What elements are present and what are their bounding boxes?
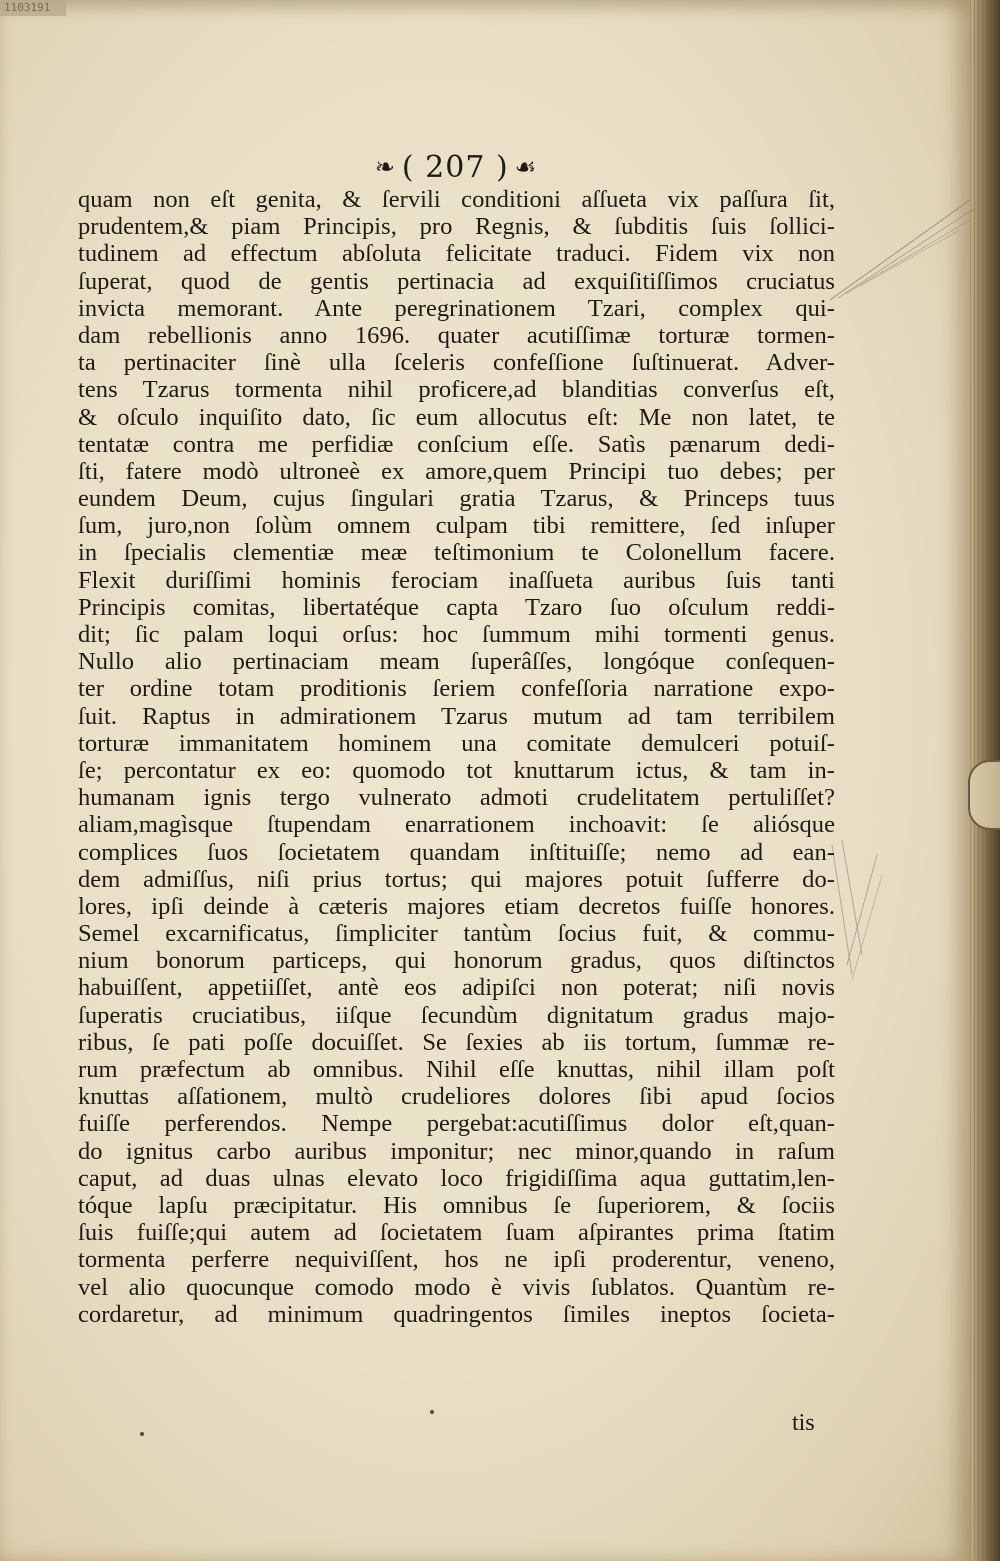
text-line: ſuis fuiſſe;qui autem ad ſocietatem ſuam aſpirantes prima ſtatim: [78, 1219, 835, 1247]
text-line: nium bonorum particeps, qui honorum gradus, quos diſtinctos: [78, 947, 835, 975]
pencil-marks-top: [820, 190, 980, 310]
shelfmark-stamp: 1103191: [0, 0, 66, 16]
text-line: ta pertinaciter ſinè ulla ſceleris confeſſione ſuſtinuerat. Adver-: [78, 349, 835, 377]
text-line: ſuperat, quod de gentis pertinacia ad exquiſitiſſimos cruciatus: [78, 267, 835, 295]
text-line: dem admiſſus, niſi prius tortus; qui majores potuit ſufferre do-: [78, 865, 835, 893]
text-line: ribus, ſe pati poſſe docuiſſet. Se ſexies ab iis tortum, ſummæ re-: [78, 1028, 835, 1056]
text-line: Principis comitas, libertatéque capta Tzaro ſuo oſculum reddi-: [78, 593, 835, 621]
catchword: tis: [792, 1410, 815, 1436]
text-line: humanam ignis tergo vulnerato admoti crudelitatem pertuliſſet?: [78, 784, 835, 812]
text-line: ſuit. Raptus in admirationem Tzarus mutum ad tam terribilem: [78, 702, 835, 730]
text-line: dam rebellionis anno 1696. quater acutiſſimæ torturæ tormen-: [78, 321, 835, 349]
text-line: torturæ immanitatem hominem una comitate demulceri potuiſ-: [78, 729, 835, 757]
text-line: cordaretur, ad minimum quadringentos ſimiles ineptos ſocieta-: [78, 1300, 835, 1328]
ink-speck: [430, 1410, 434, 1414]
text-line: ſuperatis cruciatibus, iiſque ſecundùm dignitatum gradus majo-: [78, 1001, 835, 1029]
text-line: tudinem ad effectum abſoluta felicitate traduci. Fidem vix non: [78, 240, 835, 268]
text-line: knuttas aſſationem, multò crudeliores dolores ſibi apud ſocios: [78, 1083, 835, 1111]
ink-speck: [140, 1432, 144, 1436]
text-line: eundem Deum, cujus ſingulari gratia Tzarus, & Princeps tuus: [78, 485, 835, 513]
text-line: Semel excarnificatus, ſimpliciter tantùm ſocius fuit, & commu-: [78, 920, 835, 948]
text-line: complices ſuos ſocietatem quandam inſtituiſſe; nemo ad ean-: [78, 838, 835, 866]
text-line: tormenta perferre nequiviſſent, hos ne ipſi proderentur, veneno,: [78, 1246, 835, 1274]
text-line: in ſpecialis clementiæ meæ teſtimonium te Colonellum facere.: [78, 539, 835, 567]
text-line: rum præfectum ab omnibus. Nihil eſſe knuttas, nihil illam poſt: [78, 1056, 835, 1083]
page-number: ( 207 ): [401, 150, 509, 185]
right-ornament-icon: ☙: [514, 153, 538, 181]
text-line: ſum, juro,non ſolùm omnem culpam tibi remittere, ſed inſuper: [78, 512, 835, 540]
text-line: vel alio quocunque comodo modo è vivis ſublatos. Quantùm re-: [78, 1273, 835, 1301]
text-line: Flexit duriſſimi hominis ferociam inaſſueta auribus ſuis tanti: [78, 566, 835, 594]
body-text: [78, 186, 835, 1328]
text-line: do ignitus carbo auribus imponitur; nec minor,quando in raſum: [78, 1137, 835, 1165]
text-line: aliam,magìsque ſtupendam enarrationem inchoavit: ſe aliósque: [78, 811, 835, 839]
page-number-header: [0, 150, 912, 185]
text-line: ſti, fatere modò ultroneè ex amore,quem Principi tuo debes; per: [78, 457, 835, 485]
text-line: quam non eſt genita, & ſervili conditioni aſſueta vix paſſura ſit,: [78, 186, 835, 213]
text-line: tentatæ contra me perfidiæ conſcium eſſe. Satìs pænarum dedi-: [78, 430, 835, 458]
text-line: ter ordine totam proditionis ſeriem confeſſoria narratione expo-: [78, 675, 835, 703]
text-line: lores, ipſi deinde à cæteris majores etiam decretos fuiſſe honores.: [78, 892, 835, 920]
text-line: caput, ad duas ulnas elevato loco frigidiſſima aqua guttatim,len-: [78, 1164, 835, 1192]
text-line: & oſculo inquiſito dato, ſic eum allocutus eſt: Me non latet, te: [78, 403, 835, 431]
text-line: prudentem,& piam Principis, pro Regnis, & ſubditis ſuis ſollici-: [78, 213, 835, 241]
text-line: habuiſſent, appetiiſſet, antè eos adipiſci non poterat; niſi novis: [78, 974, 835, 1002]
text-line: fuiſſe perferendos. Nempe pergebat:acutiſſimus dolor eſt,quan-: [78, 1110, 835, 1138]
text-line: tens Tzarus tormenta nihil proficere,ad blanditias converſus eſt,: [78, 376, 835, 404]
text-line: invicta memorant. Ante peregrinationem Tzari, complex qui-: [78, 294, 835, 322]
text-line: Nullo alio pertinaciam meam ſuperâſſes, longóque conſequen-: [78, 648, 835, 676]
text-line: ſe; percontatur ex eo: quomodo tot knuttarum ictus, & tam in-: [78, 756, 835, 784]
text-line: dit; ſic palam loqui orſus: hoc ſummum mihi tormenti genus.: [78, 621, 835, 648]
clasp-notch: [968, 760, 1000, 830]
text-line: tóque lapſu præcipitatur. His omnibus ſe ſuperiorem, & ſociis: [78, 1191, 835, 1219]
left-ornament-icon: ❧: [374, 153, 396, 181]
